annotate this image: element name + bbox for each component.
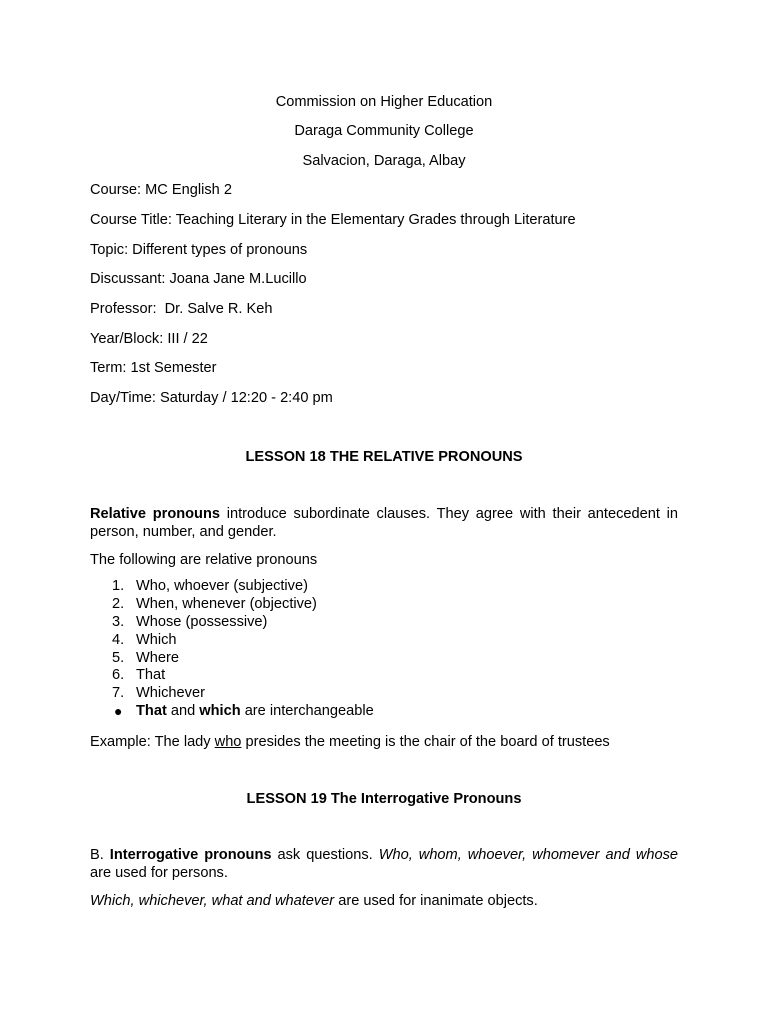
info-course-title: Course Title: Teaching Literary in the Elementary Grades through Literature (90, 212, 576, 228)
list-item-text: When, whenever (objective) (136, 595, 317, 612)
header-college: Daraga Community College (294, 123, 474, 139)
info-day-time: Day/Time: Saturday / 12:20 - 2:40 pm (90, 390, 333, 406)
para1-italic-list: Who, whom, whoever, whomever and whose (378, 847, 679, 863)
bullet-and: and (166, 703, 200, 720)
para1-term: Interrogative pronouns (109, 847, 272, 863)
lesson19-paragraph-2 (90, 892, 538, 910)
list-item-text: That (136, 667, 166, 684)
lesson19-paragraph-1 (90, 846, 678, 882)
lesson18-title: LESSON 18 THE RELATIVE PRONOUNS (245, 449, 523, 465)
list-item-text: Who, whoever (subjective) (136, 578, 308, 594)
lesson18-def-rest: introduce subordinate clauses. They agree with their antecedent in person, number, and gender. (90, 506, 679, 540)
info-year-block: Year/Block: III / 22 (90, 331, 208, 347)
list-item-text: Whichever (136, 685, 205, 702)
header-address: Salvacion, Daraga, Albay (302, 153, 466, 169)
info-topic: Topic: Different types of pronouns (90, 242, 308, 258)
lesson18-example (90, 733, 610, 751)
example-prefix: Example: The lady (90, 734, 215, 750)
para1-end: are used for persons. (90, 865, 228, 881)
list-item-text: Where (136, 649, 179, 666)
lesson18-definition (90, 505, 678, 541)
info-professor: Professor: Dr. Salve R. Keh (90, 301, 273, 317)
info-discussant: Discussant: Joana Jane M.Lucillo (90, 271, 307, 287)
para2-italic: Which, whichever, what and whatever (90, 893, 335, 909)
bullet-item-text (136, 703, 374, 721)
bullet-rest: are interchangeable (240, 703, 374, 720)
bullet-dot-icon: ● (114, 703, 123, 720)
document-page: Commission on Higher Education Daraga Community College Salvacion, Daraga, Albay Course: MC English 2 Course Title: Teaching Literary in the Elementary Grades through Literature Topic: Different types of pronouns Discussant: Joana Jane M.Lucillo Professor: Dr. Salve R. Keh Year/Block: III / 22 Term: 1st Semester Day/Time: Saturday / 12:20 - 2:40 pm LESSON 18 THE RELATIVE PRONOUNS Relative pronouns introduce subordinate clauses. They agree with their antecedent in person, number, and gender. The following are relative pronouns 1. Who, whoever (subjective) 2. When, whenever (objective) 3. Whose (possessive) 4. Which 5. Where 6. That 7. Whichever ● That and which are interchangeable Example: The lady who presides the meeting is the chair of the board of trustees LESSON 19 The Interrogative Pronouns B. Interrogative pronouns ask questions. Who, whom, whoever, whomever and whose are used for persons. Which, whichever, what and whatever are used for inanimate objects. (0, 0, 768, 1024)
header-commission: Commission on Higher Education (275, 94, 493, 110)
lesson18-intro: The following are relative pronouns (90, 552, 318, 568)
para1-mid: ask questions. (271, 847, 379, 863)
list-item-text: Which (136, 631, 177, 648)
para2-rest: are used for inanimate objects. (334, 893, 538, 909)
info-term: Term: 1st Semester (90, 360, 217, 376)
example-underlined-word: who (214, 734, 242, 750)
lesson18-def-term: Relative pronouns (90, 506, 221, 522)
bullet-word-which: which (199, 703, 241, 720)
list-item-text: Whose (possessive) (136, 613, 268, 630)
lesson19-title: LESSON 19 The Interrogative Pronouns (246, 791, 522, 807)
info-course: Course: MC English 2 (90, 182, 232, 198)
example-suffix: presides the meeting is the chair of the board of trustees (241, 734, 610, 750)
bullet-word-that: That (136, 703, 167, 720)
para1-prefix: B. (90, 847, 110, 863)
